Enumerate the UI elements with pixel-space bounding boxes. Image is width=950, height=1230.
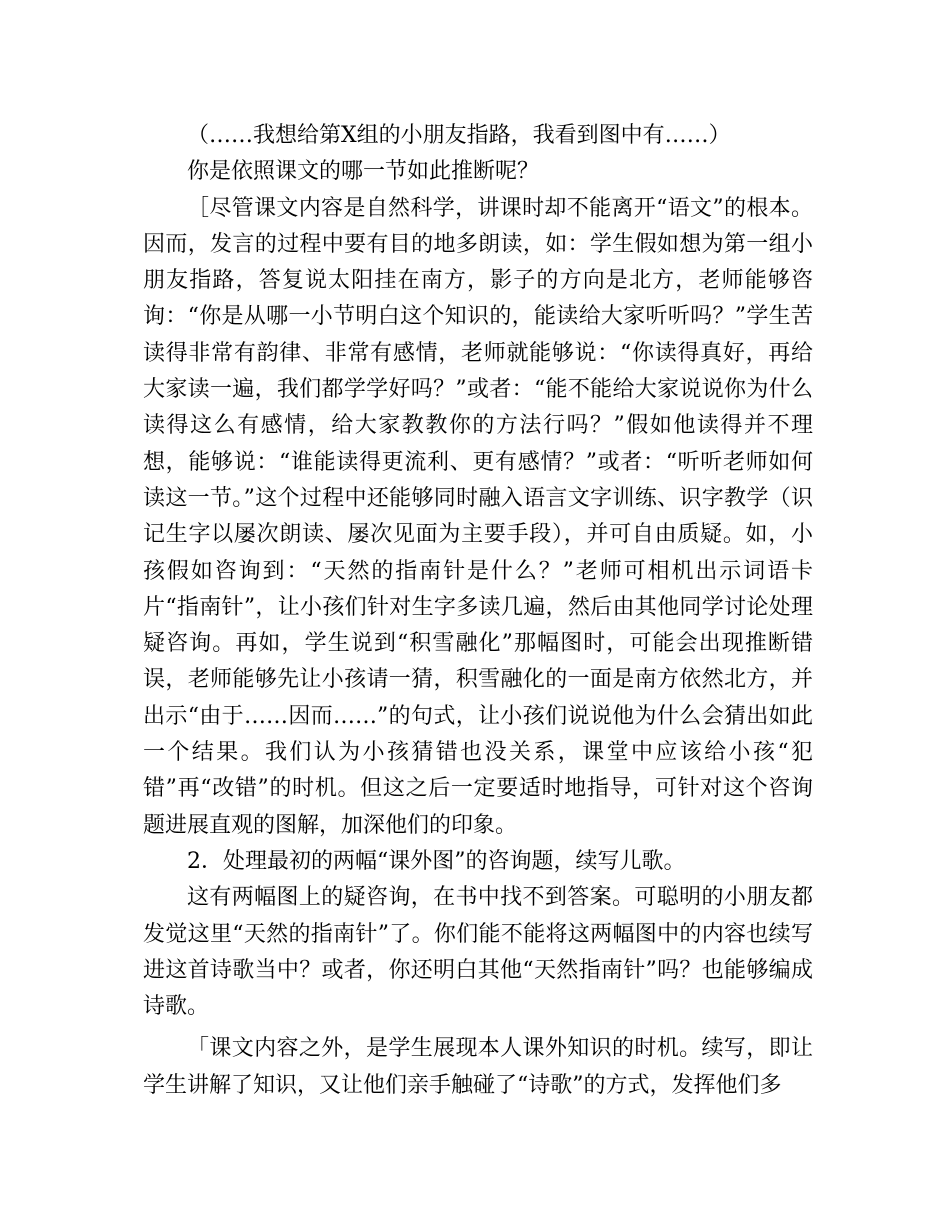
paragraph-extracurricular-note: 「课文内容之外，是学生展现本人课外知识的时机。续写，即让学生讲解了知识，又让他们亲手触碰了“诗歌”的方式，发挥他们多 <box>143 1036 813 1098</box>
paragraph-continue-poem: 这有两幅图上的疑咨询，在书中找不到答案。可聪明的小朋友都发觉这里“天然的指南针”了。你们能不能将这两幅图中的内容也续写进这首诗歌当中？或者，你还明白其他“天然指南针”吗？也能够编成诗歌。 <box>143 885 813 1020</box>
paragraph-step-2-heading: 2．处理最初的两幅“课外图”的咨询题，续写儿歌。 <box>187 848 686 874</box>
paragraph-teaching-note: ［尽管课文内容是自然科学，讲课时却不能离开“语文”的根本。因而，发言的过程中要有目的地多朗读，如：学生假如想为第一组小朋友指路，答复说太阳挂在南方，影子的方向是北方，老师能够咨询：“你是从哪一小节明白这个知识的，能读给大家听听吗？”学生苦读得非常有韵律、非常有感情，老师就能够说：“你读得真好，再给大家读一遍，我们都学学好吗？”或者：“能不能给大家说说你为什么读得这么有感情，给大家教教你的方法行吗？”假如他读得并不理想，能够说：“谁能读得更流利、更有感情？”或者：“听听老师如何读这一节。”这个过程中还能够同时融入语言文字训练、识字教学（识记生字以屡次朗读、屡次见面为主要手段），并可自由质疑。如，小孩假如咨询到：“天然的指南针是什么？”老师可相机出示词语卡片“指南针”，让小孩们针对生字多读几遍，然后由其他同学讨论处理疑咨询。再如，学生说到“积雪融化”那幅图时，可能会出现推断错误，老师能够先让小孩请一猜，积雪融化的一面是南方依然北方，并出示“由于……因而……”的句式，让小孩们说说他为什么会猜出如此一个结果。我们认为小孩猜错也没关系，课堂中应该给小孩“犯错”再“改错”的时机。但这之后一定要适时地指导，可针对这个咨询题进展直观的图解，加深他们的印象。 <box>143 195 813 838</box>
paragraph-question: 你是依照课文的哪一节如此推断呢？ <box>187 159 540 185</box>
document-body <box>143 118 813 1104</box>
paragraph-guide-prompt: （……我想给第X组的小朋友指路，我看到图中有……） <box>187 123 731 148</box>
